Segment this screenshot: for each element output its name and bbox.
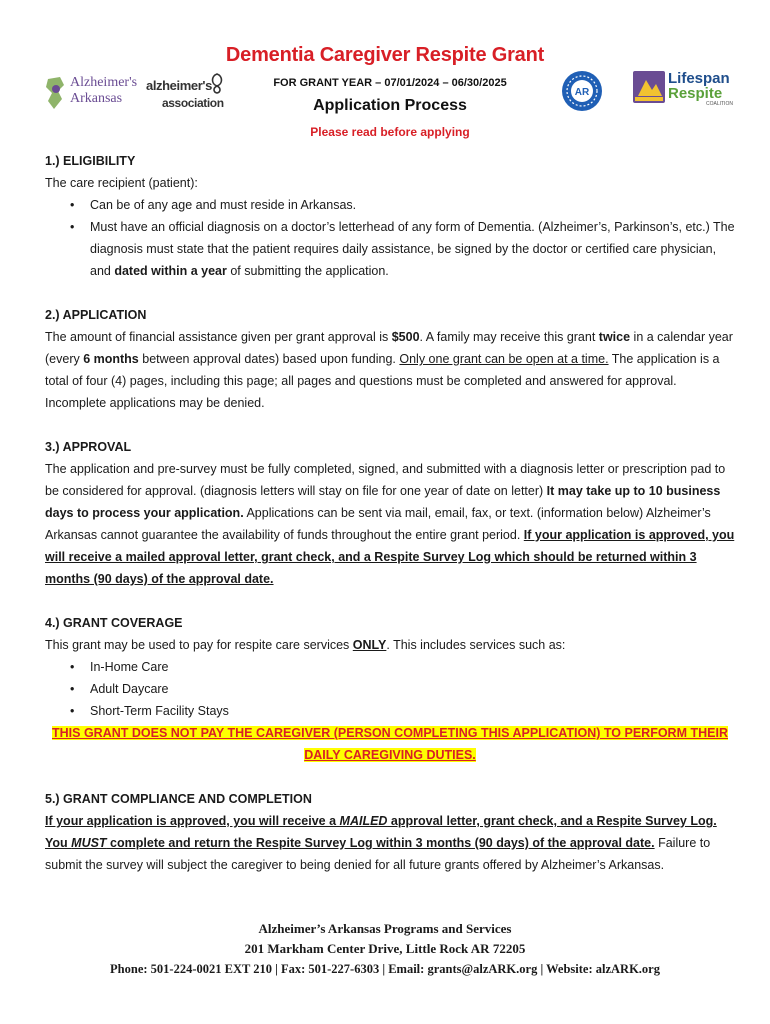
list-item-text: Must have an official diagnosis on a doctor’s letterhead of any form of Dementia. (Alzheimer’s, Parkinson’s, etc.) The diagnosis must state that the patient requires daily assistance, be signed by the doctor or certified care physician, and: [90, 220, 735, 278]
logo-text-line: COALITION: [706, 101, 733, 107]
emphasis-underlined-text: MAILED: [339, 814, 388, 828]
warning-notice: [45, 722, 735, 766]
emphasis-text: dated within a year: [114, 264, 227, 278]
section-heading: 5.) GRANT COMPLIANCE AND COMPLETION: [45, 792, 312, 806]
list-item-text: Adult Daycare: [90, 682, 169, 696]
arkansas-seal-icon: [561, 70, 603, 112]
paragraph: The care recipient (patient):: [45, 176, 198, 190]
alzheimers-arkansas-logo: [44, 73, 140, 113]
paragraph: [45, 810, 735, 876]
list-item-text: of submitting the application.: [226, 264, 389, 278]
list-item: [70, 216, 735, 282]
logo-text-line: alzheimer's: [146, 78, 212, 93]
section-heading: 1.) ELIGIBILITY: [45, 154, 136, 168]
underlined-text: Only one grant can be open at a time.: [399, 352, 609, 366]
footer-address: 201 Markham Center Drive, Little Rock AR 72205: [244, 941, 526, 956]
arkansas-seal-logo: [561, 70, 603, 112]
alzheimers-arkansas-logo-text: [70, 75, 137, 107]
section-heading: 3.) APPROVAL: [45, 440, 132, 454]
section-grant-coverage: [45, 612, 735, 766]
grant-year: FOR GRANT YEAR – 07/01/2024 – 06/30/2025: [273, 77, 507, 89]
emphasis-underlined-text: MUST: [71, 836, 107, 850]
emphasis-underlined-text: complete and return the Respite Survey Log within 3 months (90 days) of the approval date.: [106, 836, 655, 850]
lifespan-emblem-icon: [632, 70, 666, 104]
emphasis-underlined-text: If your application is approved, you will receive a mailed approval letter, grant check, and a Respite Survey Log which should be returned within 3 months (90 days) of the approval date.: [45, 528, 735, 586]
section-heading: 2.) APPLICATION: [45, 308, 147, 322]
list-item: [70, 194, 735, 216]
footer: [0, 919, 770, 979]
footer-org: Alzheimer’s Arkansas Programs and Services: [258, 921, 512, 936]
list-item-text: In-Home Care: [90, 660, 169, 674]
bullet-icon: •: [70, 682, 75, 696]
bullet-icon: •: [70, 704, 75, 718]
bullet-icon: •: [70, 660, 75, 674]
page-subtitle: Application Process: [313, 97, 467, 114]
list-item: [70, 700, 735, 722]
emphasis-underlined-text: ONLY: [352, 638, 387, 652]
document-title: Dementia Caregiver Respite Grant: [225, 44, 545, 66]
emphasis-text: twice: [598, 330, 631, 344]
list-item-text: Short-Term Facility Stays: [90, 704, 229, 718]
text-run: . This includes services such as:: [386, 638, 566, 652]
paragraph: [45, 326, 735, 414]
logo-text-line: Arkansas: [70, 91, 123, 106]
emphasis-underlined-text: approval letter, grant check, and a Respite Survey Log. You: [45, 814, 717, 850]
emphasis-underlined-text: If your application is approved, you will receive a: [45, 814, 340, 828]
text-run: The application and pre-survey must be fully completed, signed, and submitted with a diagnosis letter or prescription pad to be considered for approval. (diagnosis letters will stay on file for one year of date on letter): [45, 462, 726, 498]
text-run: between approval dates) based upon funding.: [138, 352, 400, 366]
logo-text-line: Alzheimer's: [70, 75, 138, 90]
warning-text: THIS GRANT DOES NOT PAY THE CAREGIVER (PERSON COMPLETING THIS APPLICATION) TO PERFORM THEIR: [52, 726, 728, 740]
list-item: [70, 656, 735, 678]
emphasis-text: 6 months: [83, 352, 139, 366]
footer-contact: Phone: 501-224-0021 EXT 210 | Fax: 501-227-6303 | Email: grants@alzARK.org | Website: alzARK.org: [110, 962, 660, 976]
section-approval: [45, 436, 735, 590]
bullet-list: [45, 194, 735, 282]
bullet-icon: •: [70, 220, 75, 234]
text-run: . A family may receive this grant: [419, 330, 599, 344]
section-eligibility: [45, 150, 735, 282]
list-item: [70, 678, 735, 700]
association-emblem-icon: [210, 72, 224, 94]
text-run: in a calendar year (every: [45, 330, 733, 366]
section-heading: 4.) GRANT COVERAGE: [45, 616, 183, 630]
text-run: The amount of financial assistance given per grant approval is: [45, 330, 392, 344]
lifespan-respite-logo: [632, 68, 733, 107]
warning-text: DAILY CAREGIVING DUTIES.: [304, 748, 476, 762]
emphasis-text: It may take up to 10 business days to process your application.: [45, 484, 721, 520]
section-compliance: [45, 788, 735, 876]
alzheimers-association-logo: [146, 70, 226, 114]
text-run: The application is a total of four (4) pages, including this page; all pages and questions must be completed and answered for approval. Incomplete applications may be denied.: [45, 352, 720, 410]
bullet-list: [45, 656, 735, 722]
logo-text-line: association: [162, 96, 224, 110]
read-notice: Please read before applying: [310, 125, 470, 139]
alzheimers-arkansas-emblem-icon: [44, 75, 68, 111]
paragraph: [45, 634, 735, 656]
section-application: [45, 304, 735, 414]
list-item-text: Can be of any age and must reside in Arkansas.: [90, 198, 357, 212]
logo-text-line: Respite: [668, 85, 723, 102]
bullet-icon: •: [70, 198, 75, 212]
text-run: Failure to submit the survey will subject the caregiver to being denied for all future grants offered by Alzheimer’s Arkansas.: [45, 836, 711, 872]
text-run: Applications can be sent via mail, email, fax, or text. (information below) Alzheimer’s Arkansas cannot guarantee the availability of funds throughout the entire grant period.: [45, 506, 711, 542]
seal-text: AR: [574, 87, 590, 98]
text-run: This grant may be used to pay for respite care services: [45, 638, 353, 652]
logo-text-line: Lifespan: [668, 70, 730, 87]
grant-amount: $500: [391, 330, 420, 344]
paragraph: [45, 458, 735, 590]
document-body: [45, 150, 735, 876]
